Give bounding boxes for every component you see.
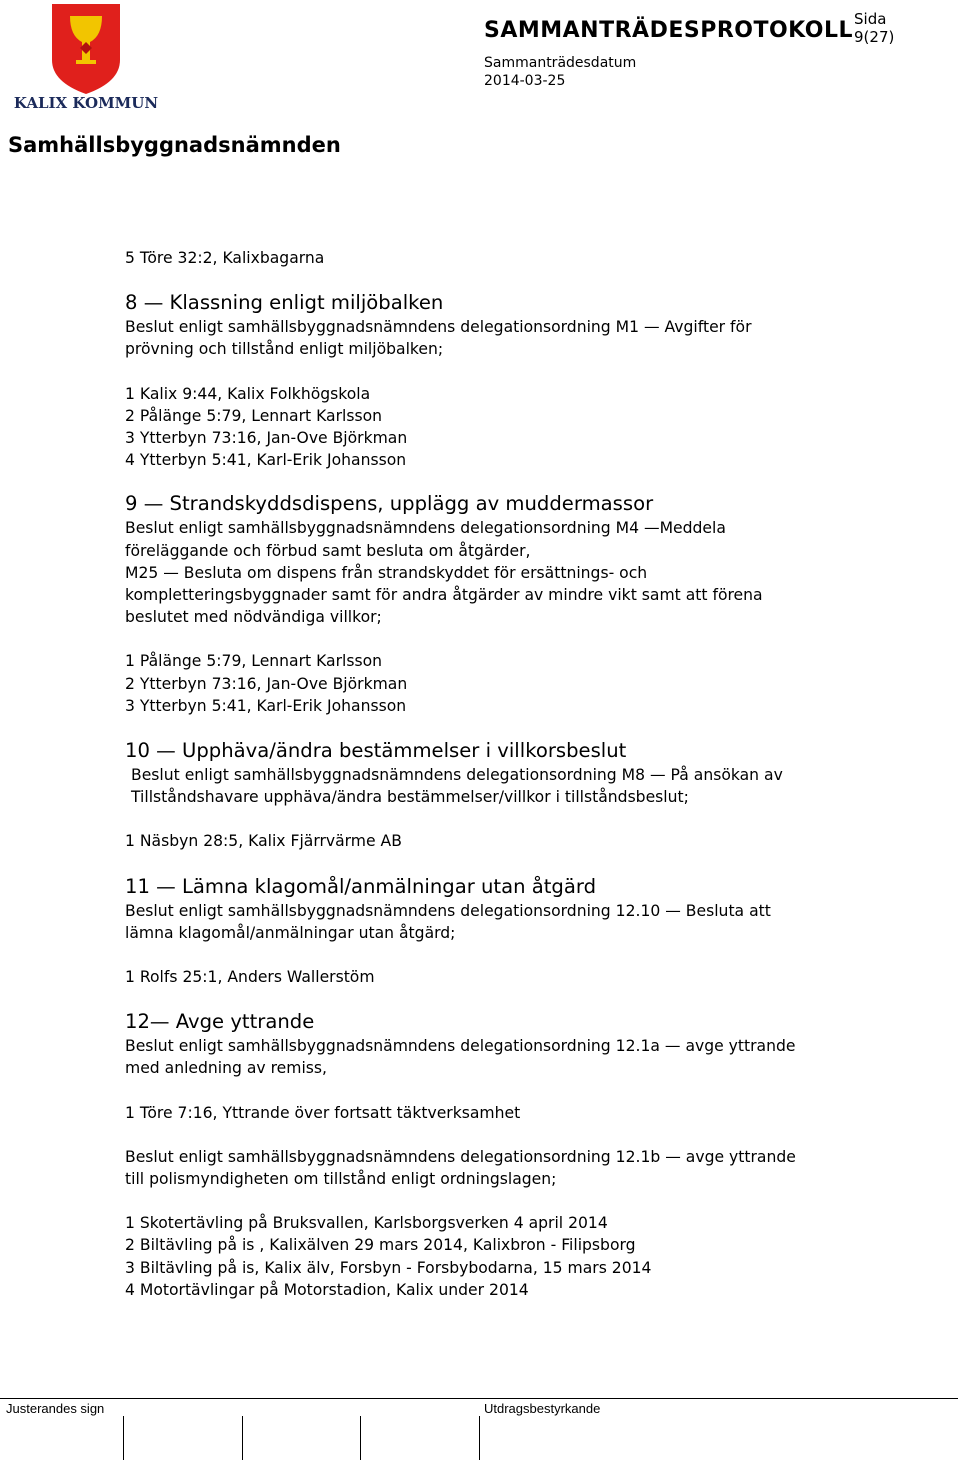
footer-divider (0, 1398, 958, 1399)
signature-footer (0, 1398, 960, 1463)
list-item: 2 Biltävling på is , Kalixälven 29 mars 2014, Kalixbron - Filipsborg (125, 1236, 636, 1255)
page-number: 9(27) (854, 28, 895, 46)
section-heading-12: 12— Avge yttrande (125, 1010, 315, 1034)
section-heading-8: 8 — Klassning enligt miljöbalken (125, 291, 444, 315)
section-heading-11: 11 — Lämna klagomål/anmälningar utan åtgärd (125, 874, 597, 898)
paragraph-line: Beslut enligt samhällsbyggnadsnämndens delegationsordning M4 —Meddela (125, 519, 726, 538)
paragraph-line: Beslut enligt samhällsbyggnadsnämndens delegationsordning 12.1b — avge yttrande (125, 1147, 796, 1166)
list-item: 4 Ytterbyn 5:41, Karl-Erik Johansson (125, 451, 407, 470)
coat-of-arms-icon (10, 2, 162, 114)
list-item: 1 Näsbyn 28:5, Kalix Fjärrvärme AB (125, 832, 402, 851)
paragraph-line: Beslut enligt samhällsbyggnadsnämndens delegationsordning 12.10 — Besluta att (125, 901, 771, 920)
list-item: 1 Skotertävling på Bruksvallen, Karlsborgsverken 4 april 2014 (125, 1214, 608, 1233)
signature-box-divider (360, 1416, 361, 1460)
kalix-kommun-logo (10, 2, 162, 114)
adjusters-sign-label: Justerandes sign (6, 1401, 105, 1416)
signature-box-divider (479, 1416, 480, 1460)
list-item: 5 Töre 32:2, Kalixbagarna (125, 249, 325, 267)
paragraph-line: med anledning av remiss, (125, 1059, 327, 1078)
list-item: 1 Kalix 9:44, Kalix Folkhögskola (125, 384, 371, 403)
list-item: 1 Rolfs 25:1, Anders Wallerstöm (125, 968, 375, 987)
paragraph-line: M25 — Besluta om dispens från strandskyddet för ersättnings- och (125, 563, 648, 582)
list-item: 2 Ytterbyn 73:16, Jan-Ove Björkman (125, 674, 408, 693)
list-item: 3 Biltävling på is, Kalix älv, Forsbyn - Forsbybodarna, 15 mars 2014 (125, 1258, 652, 1277)
list-item: 3 Ytterbyn 5:41, Karl-Erik Johansson (125, 696, 407, 715)
paragraph-line: föreläggande och förbud samt besluta om åtgärder, (125, 541, 531, 560)
list-item: 1 Pålänge 5:79, Lennart Karlsson (125, 652, 383, 671)
meeting-date: 2014-03-25 (484, 73, 566, 89)
paragraph-line: lämna klagomål/anmälningar utan åtgärd; (125, 923, 456, 942)
paragraph-line: Beslut enligt samhällsbyggnadsnämndens delegationsordning M8 — På ansökan av (131, 766, 783, 785)
list-item: 1 Töre 7:16, Yttrande över fortsatt täktverksamhet (125, 1103, 521, 1122)
document-body (125, 247, 925, 1301)
paragraph-line: Tillståndshavare upphäva/ändra bestämmelser/villkor i tillståndsbeslut; (131, 788, 689, 807)
logo-text: KALIX KOMMUN (13, 94, 159, 112)
signature-box-divider (242, 1416, 243, 1460)
document-title: SAMMANTRÄDESPROTOKOLL (484, 18, 853, 43)
list-item: 4 Motortävlingar på Motorstadion, Kalix under 2014 (125, 1280, 529, 1299)
paragraph-line: till polismyndigheten om tillstånd enligt ordningslagen; (125, 1170, 557, 1189)
paragraph-line: prövning och tillstånd enligt miljöbalken; (125, 340, 444, 359)
signature-box-divider (123, 1416, 124, 1460)
section-heading-10: 10 — Upphäva/ändra bestämmelser i villkorsbeslut (125, 739, 627, 763)
list-item: 3 Ytterbyn 73:16, Jan-Ove Björkman (125, 429, 408, 448)
paragraph-line: Beslut enligt samhällsbyggnadsnämndens delegationsordning M1 — Avgifter för (125, 318, 752, 337)
section-heading-9: 9 — Strandskyddsdispens, upplägg av muddermassor (125, 492, 654, 516)
list-item: 2 Pålänge 5:79, Lennart Karlsson (125, 406, 383, 425)
paragraph-line: kompletteringsbyggnader samt för andra åtgärder av mindre vikt samt att förena (125, 586, 763, 605)
meeting-date-label: Sammanträdesdatum (484, 55, 637, 71)
extract-certification-label: Utdragsbestyrkande (484, 1401, 601, 1416)
paragraph-line: Beslut enligt samhällsbyggnadsnämndens delegationsordning 12.1a — avge yttrande (125, 1037, 796, 1056)
page-label: Sida (854, 10, 887, 28)
board-name: Samhällsbyggnadsnämnden (8, 133, 341, 157)
paragraph-line: beslutet med nödvändiga villkor; (125, 608, 382, 627)
